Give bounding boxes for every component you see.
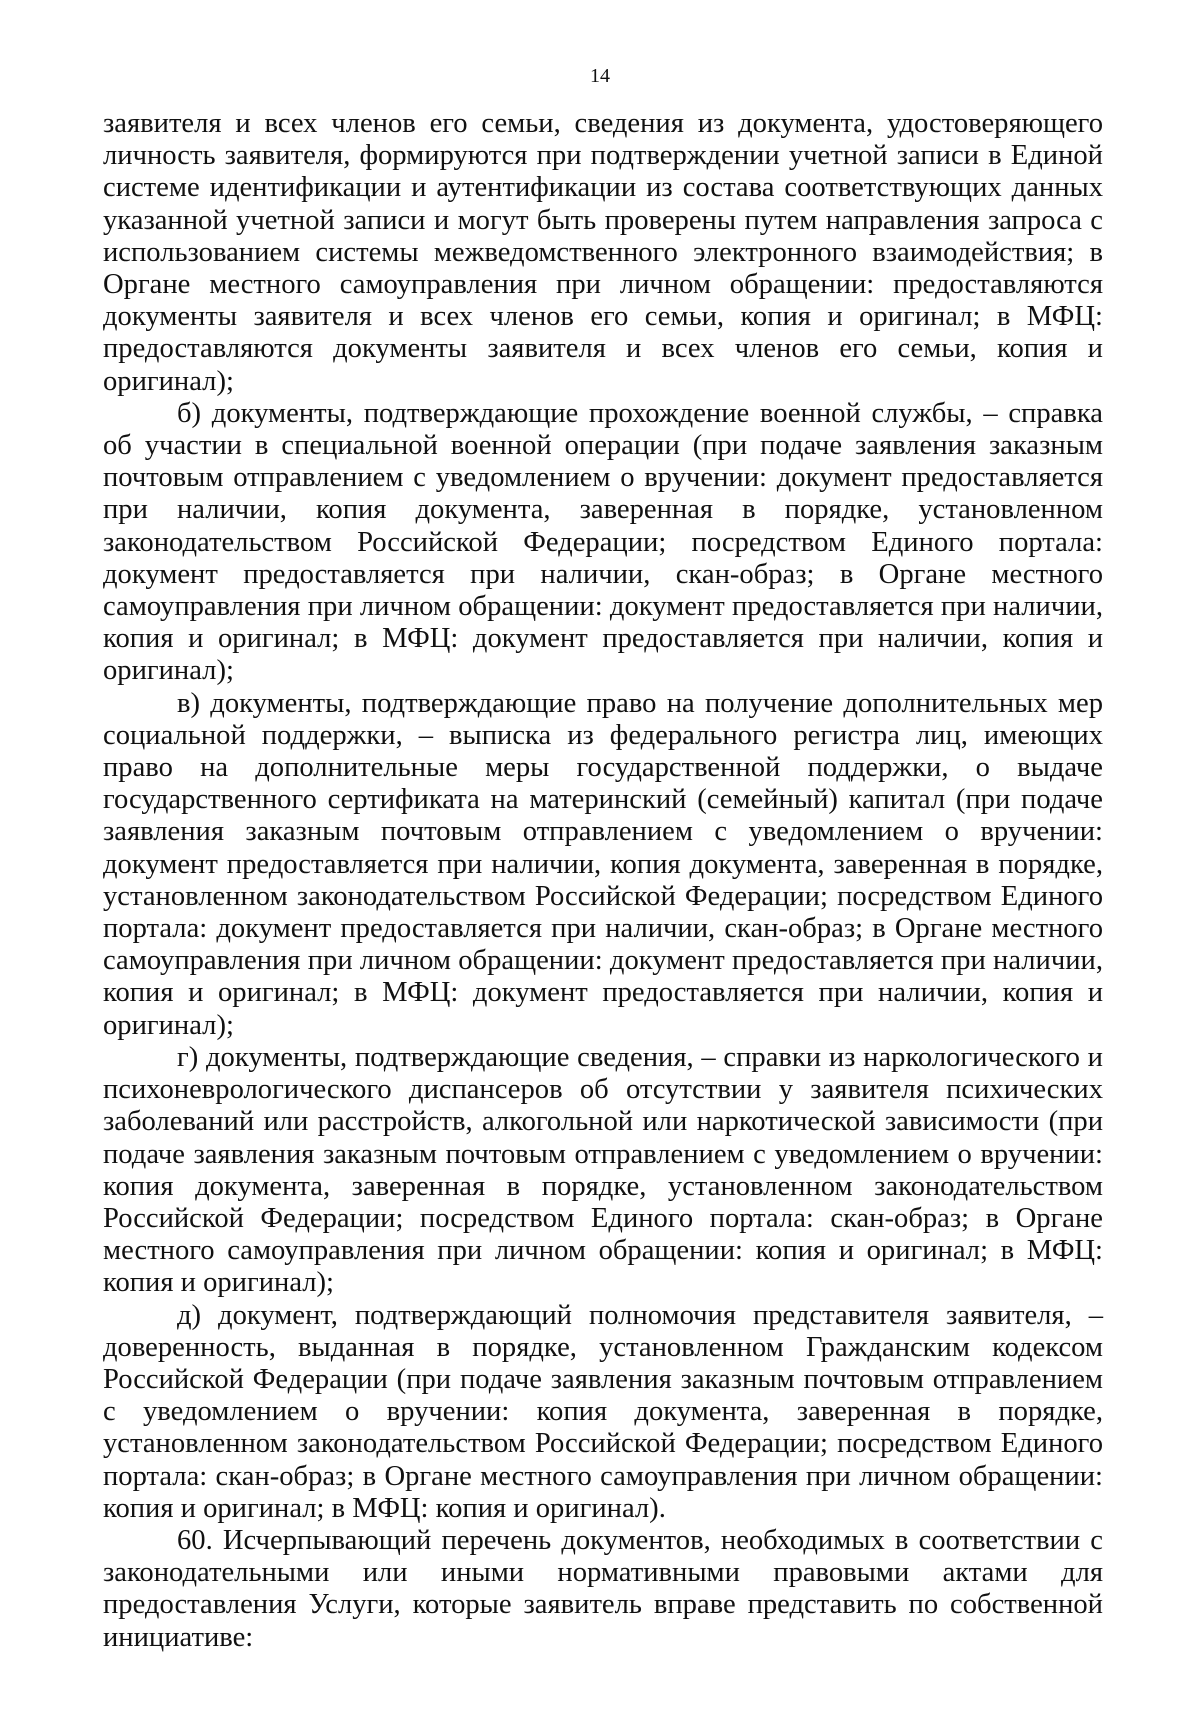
paragraph-clause-60: 60. Исчерпывающий перечень документов, необходимых в соответствии с законодательными или иными нормативными правовыми актами для предоставления Услуги, которые заявитель вправе представить по собственной инициативе:: [103, 1524, 1103, 1653]
paragraph-item-d: д) документ, подтверждающий полномочия представителя заявителя, – доверенность, выданная в порядке, установленном Гражданским кодексом Российской Федерации (при подаче заявления заказным почтовым отправлением с уведомлением о вручении: копия документа, заверенная в порядке, установленном законодательством Российской Федерации; посредством Единого портала: скан-образ; в Органе местного самоуправления при личном обращении: копия и оригинал; в МФЦ: копия и оригинал).: [103, 1299, 1103, 1524]
paragraph-item-g: г) документы, подтверждающие сведения, – справки из наркологического и психоневрологического диспансеров об отсутствии у заявителя психических заболеваний или расстройств, алкогольной или наркотической зависимости (при подаче заявления заказным почтовым отправлением с уведомлением о вручении: копия документа, заверенная в порядке, установленном законодательством Российской Федерации; посредством Единого портала: скан-образ; в Органе местного самоуправления при личном обращении: копия и оригинал; в МФЦ: копия и оригинал);: [103, 1041, 1103, 1299]
page-number: 14: [590, 65, 610, 87]
paragraph-item-b: б) документы, подтверждающие прохождение военной службы, – справка об участии в специальной военной операции (при подаче заявления заказным почтовым отправлением с уведомлением о вручении: документ предоставляется при наличии, копия документа, заверенная в порядке, установленном законодательством Российской Федерации; посредством Единого портала: документ предоставляется при наличии, скан-образ; в Органе местного самоуправления при личном обращении: документ предоставляется при наличии, копия и оригинал; в МФЦ: документ предоставляется при наличии, копия и оригинал);: [103, 397, 1103, 687]
paragraph-continuation: заявителя и всех членов его семьи, сведения из документа, удостоверяющего личность заявителя, формируются при подтверждении учетной записи в Единой системе идентификации и аутентификации из состава соответствующих данных указанной учетной записи и могут быть проверены путем направления запроса с использованием системы межведомственного электронного взаимодействия; в Органе местного самоуправления при личном обращении: предоставляются документы заявителя и всех членов его семьи, копия и оригинал; в МФЦ: предоставляются документы заявителя и всех членов его семьи, копия и оригинал);: [103, 108, 1103, 397]
paragraph-item-v: в) документы, подтверждающие право на получение дополнительных мер социальной поддержки, – выписка из федерального регистра лиц, имеющих право на дополнительные меры государственной поддержки, о выдаче государственного сертификата на материнский (семейный) капитал (при подаче заявления заказным почтовым отправлением с уведомлением о вручении: документ предоставляется при наличии, копия документа, заверенная в порядке, установленном законодательством Российской Федерации; посредством Единого портала: документ предоставляется при наличии, скан-образ; в Органе местного самоуправления при личном обращении: документ предоставляется при наличии, копия и оригинал; в МФЦ: документ предоставляется при наличии, копия и оригинал);: [103, 687, 1103, 1041]
document-body: [103, 108, 1103, 1654]
